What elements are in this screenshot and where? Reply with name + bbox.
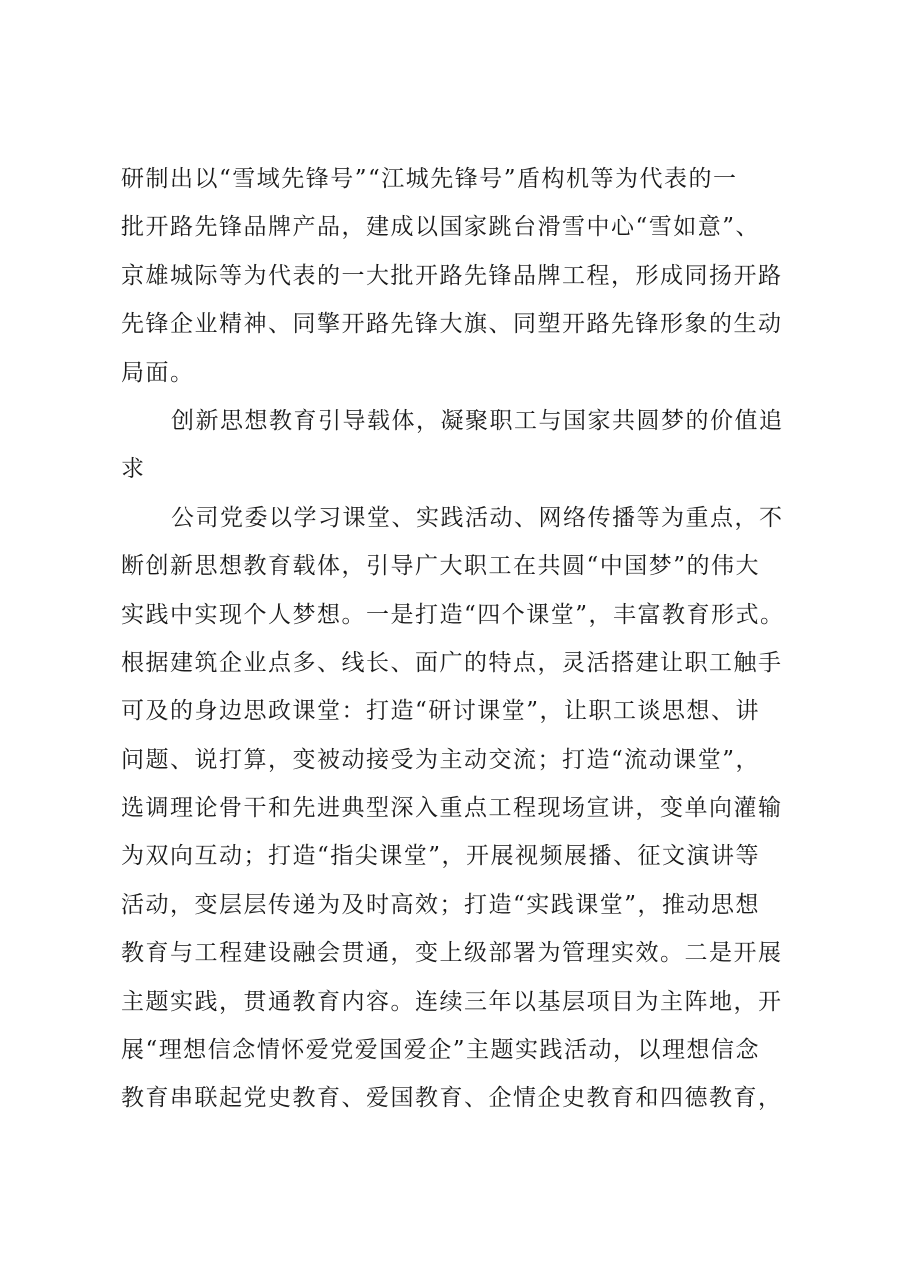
text-line: 可及的身边思政课堂：打造“研讨课堂”，让职工谈思想、讲 <box>121 698 761 725</box>
text-line: 展“理想信念情怀爱党爱国爱企”主题实践活动，以理想信念 <box>121 1037 761 1064</box>
text-line: 根据建筑企业点多、线长、面广的特点，灵活搭建让职工触手 <box>121 649 783 676</box>
text-line: 京雄城际等为代表的一大批开路先锋品牌工程，形成同扬开路 <box>121 262 783 289</box>
text-line: 选调理论骨干和先进典型深入重点工程现场宣讲，变单向灌输 <box>121 795 783 822</box>
text-line: 教育与工程建设融会贯通，变上级部署为管理实效。二是开展 <box>121 940 783 967</box>
section-heading-line: 求 <box>121 456 146 483</box>
text-line: 主题实践，贯通教育内容。连续三年以基层项目为主阵地，开 <box>121 988 783 1015</box>
text-line: 问题、说打算，变被动接受为主动交流；打造“流动课堂”， <box>121 746 761 773</box>
body-text <box>121 155 801 1123</box>
text-line: 为双向互动；打造“指尖课堂”，开展视频展播、征文演讲等 <box>121 843 761 870</box>
text-line: 教育串联起党史教育、爱国教育、企情企史教育和四德教育， <box>121 1085 783 1112</box>
text-line: 活动，变层层传递为及时高效；打造“实践课堂”，推动思想 <box>121 891 761 918</box>
text-line: 先锋企业精神、同擎开路先锋大旗、同塑开路先锋形象的生动 <box>121 311 783 338</box>
paragraph-first-line: 公司党委以学习课堂、实践活动、网络传播等为重点，不 <box>171 504 784 531</box>
section-heading-line: 创新思想教育引导载体，凝聚职工与国家共圆梦的价值追 <box>171 407 784 434</box>
text-line: 实践中实现个人梦想。一是打造“四个课堂”，丰富教育形式。 <box>121 601 785 628</box>
text-line: 断创新思想教育载体，引导广大职工在共圆“中国梦”的伟大 <box>121 553 761 580</box>
text-line: 研制出以“雪域先锋号”“江城先锋号”盾构机等为代表的一 <box>121 166 738 192</box>
text-line: 局面。 <box>121 359 195 386</box>
text-line: 批开路先锋品牌产品，建成以国家跳台滑雪中心“雪如意”、 <box>121 214 761 241</box>
